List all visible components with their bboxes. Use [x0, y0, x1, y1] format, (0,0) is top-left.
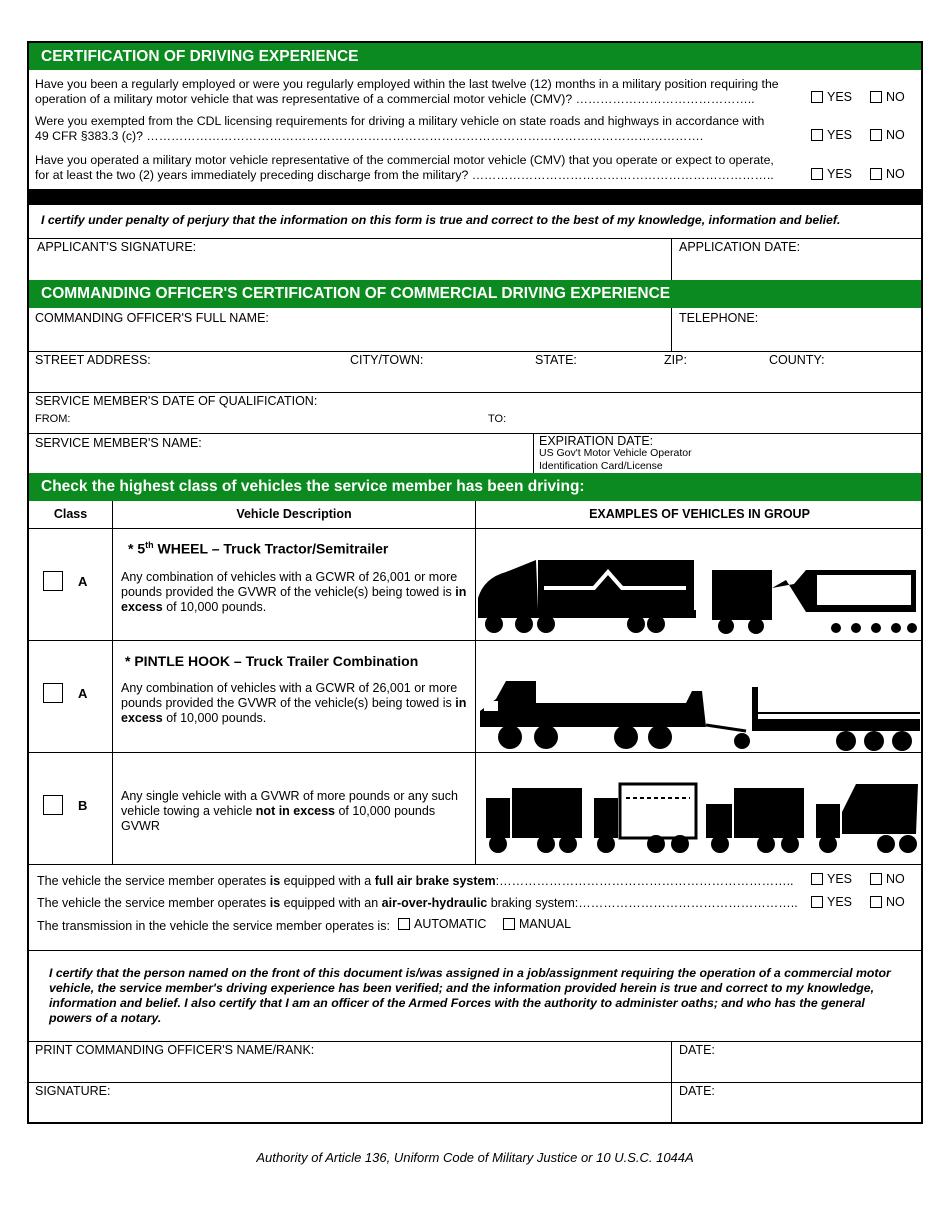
air-brake-no-option[interactable] [870, 872, 905, 886]
question-1 [35, 77, 805, 107]
q-bold: is [269, 874, 281, 888]
manual-checkbox[interactable] [503, 918, 515, 930]
divider [533, 433, 534, 473]
air-brake-yes-option[interactable] [811, 872, 852, 886]
desc-line [121, 696, 473, 711]
desc-text: pounds provided the GVWR of the vehicle(s) being towed is [121, 696, 456, 710]
class-a-fifth-wheel-checkbox[interactable] [43, 571, 63, 591]
officer-signature-field[interactable]: SIGNATURE: [35, 1084, 111, 1098]
desc-bold: in [455, 696, 467, 710]
q-text: The vehicle the service member operates [37, 874, 270, 888]
transmission-label: The transmission in the vehicle the service member operates is: [37, 919, 390, 933]
q-bold: air-over-hydraulic [381, 896, 488, 910]
row3-description [121, 789, 473, 834]
divider [112, 501, 113, 864]
print-officer-name-field[interactable]: PRINT COMMANDING OFFICER'S NAME/RANK: [35, 1043, 315, 1057]
yes-label: YES [827, 895, 853, 909]
date-field-2[interactable]: DATE: [679, 1084, 715, 1098]
q-bold: is [269, 896, 281, 910]
desc-line: Any combination of vehicles with a GCWR of 26,001 or more [121, 570, 458, 584]
q3-no-checkbox[interactable] [870, 168, 882, 180]
title-text: WHEEL – Truck Tractor/Semitrailer [153, 540, 389, 557]
hydraulic-no-option[interactable] [870, 895, 905, 909]
row2-description [121, 681, 473, 726]
divider [29, 351, 921, 352]
section-title: Check the highest class of vehicles the service member has been driving: [41, 478, 585, 495]
q2-yes-checkbox[interactable] [811, 129, 823, 141]
hydraulic-question [37, 896, 798, 911]
air-brake-no-checkbox[interactable] [870, 873, 882, 885]
automatic-option[interactable] [398, 917, 486, 931]
section-header-driving-experience [29, 43, 921, 70]
street-address-field[interactable]: STREET ADDRESS: [35, 353, 151, 367]
automatic-checkbox[interactable] [398, 918, 410, 930]
divider [29, 392, 921, 393]
class-label: B [78, 798, 88, 813]
air-brake-yes-checkbox[interactable] [811, 873, 823, 885]
telephone-field[interactable]: TELEPHONE: [679, 311, 759, 325]
desc-line: Any combination of vehicles with a GCWR of 26,001 or more [121, 681, 458, 695]
q1-yes-checkbox[interactable] [811, 91, 823, 103]
divider [29, 433, 921, 434]
qualification-to-field[interactable]: TO: [488, 413, 507, 425]
q1-no-option[interactable] [870, 90, 905, 104]
desc-text: pounds provided the GVWR of the vehicle(s) being towed is [121, 585, 456, 599]
applicant-signature-field[interactable]: APPLICANT'S SIGNATURE: [37, 240, 197, 254]
question-2 [35, 114, 805, 144]
q3-yes-checkbox[interactable] [811, 168, 823, 180]
county-field[interactable]: COUNTY: [769, 353, 825, 367]
question-2-line2: 49 CFR §383.3 (c)? ………………………………………………………………………………………………………………………. [35, 129, 704, 143]
expiration-sub2: Identification Card/License [539, 460, 663, 472]
section-header-vehicle-class [29, 473, 921, 501]
divider [29, 752, 921, 753]
straight-truck-icon [476, 778, 924, 858]
zip-field[interactable]: ZIP: [664, 353, 687, 367]
qualification-from-field[interactable]: FROM: [35, 413, 71, 425]
q-text: equipped with a [280, 874, 375, 888]
title-text: * 5 [128, 540, 146, 557]
state-field[interactable]: STATE: [535, 353, 577, 367]
col-header-description: Vehicle Description [236, 507, 352, 521]
desc-bold: not in excess [255, 804, 335, 818]
q-text: :…………………………………………………………….. [495, 874, 794, 888]
q-bold: full air brake system [374, 874, 496, 888]
desc-text: of 10,000 pounds GVWR [121, 804, 436, 833]
desc-bold: in [455, 585, 467, 599]
divider [29, 950, 921, 951]
no-label: NO [886, 128, 905, 142]
city-field[interactable]: CITY/TOWN: [350, 353, 424, 367]
section-title: CERTIFICATION OF DRIVING EXPERIENCE [41, 47, 359, 65]
divider [671, 238, 672, 280]
tractor-semitrailer-icon [476, 548, 924, 638]
col-header-examples: EXAMPLES OF VEHICLES IN GROUP [589, 507, 810, 521]
hydraulic-yes-option[interactable] [811, 895, 852, 909]
pintle-truck-trailer-icon [476, 663, 924, 753]
class-a-pintle-hook-checkbox[interactable] [43, 683, 63, 703]
officer-certification-statement: I certify that the person named on the front of this document is/was assigned in a job/assignment requiring the operation of a commercial motor vehicle, the service member's driving experience has been verified; and the information provided herein is true and correct to my knowledge, information and belief. I also certify that I am an officer of the Armed Forces with the authority to administer oaths; and who has the general powers of a notary. [49, 966, 891, 1025]
q-text: braking system:…………………………………………….. [487, 896, 798, 910]
q-text: equipped with an [280, 896, 382, 910]
manual-option[interactable] [503, 917, 571, 931]
qualification-date-label: SERVICE MEMBER'S DATE OF QUALIFICATION: [35, 394, 318, 408]
expiration-date-field[interactable]: EXPIRATION DATE: [539, 434, 654, 448]
expiration-sub1: US Gov't Motor Vehicle Operator [539, 447, 692, 459]
yes-label: YES [827, 128, 853, 142]
yes-label: YES [827, 167, 853, 181]
no-label: NO [886, 872, 905, 886]
title-sup: th [145, 540, 154, 550]
no-label: NO [886, 90, 905, 104]
desc-text: of 10,000 pounds. [162, 711, 267, 725]
q3-yes-option[interactable] [811, 167, 852, 181]
service-member-name-field[interactable]: SERVICE MEMBER'S NAME: [35, 436, 202, 450]
automatic-label: AUTOMATIC [414, 917, 487, 931]
desc-line: Any single vehicle with a GVWR of more pounds or any such [121, 789, 458, 803]
no-label: NO [886, 895, 905, 909]
desc-text: vehicle towing a vehicle [121, 804, 256, 818]
footer-authority: Authority of Article 136, Uniform Code of Military Justice or 10 U.S.C. 1044A [256, 1150, 694, 1165]
yes-label: YES [827, 90, 853, 104]
divider [671, 308, 672, 351]
q2-yes-option[interactable] [811, 128, 852, 142]
q2-no-option[interactable] [870, 128, 905, 142]
manual-label: MANUAL [519, 917, 572, 931]
form [27, 41, 923, 1124]
question-1-line2: operation of a military motor vehicle that was representative of a commercial motor vehicle (CMV)? …………………………………….. [35, 92, 755, 106]
divider [29, 1041, 921, 1042]
hydraulic-no-checkbox[interactable] [870, 896, 882, 908]
desc-text: of 10,000 pounds. [162, 600, 267, 614]
q2-no-checkbox[interactable] [870, 129, 882, 141]
application-date-field[interactable]: APPLICATION DATE: [679, 240, 801, 254]
question-2-line1: Were you exempted from the CDL licensing requirements for driving a military vehicle on state roads and highways in accordance with [35, 114, 765, 128]
desc-bold: excess [121, 711, 163, 725]
q3-no-option[interactable] [870, 167, 905, 181]
q-text: The vehicle the service member operates [37, 896, 270, 910]
desc-line [121, 711, 473, 726]
air-brake-question [37, 874, 794, 889]
date-field-1[interactable]: DATE: [679, 1043, 715, 1057]
divider [29, 238, 921, 239]
perjury-statement: I certify under penalty of perjury that the information on this form is true and correct to the best of my knowledge, information and belief. [41, 213, 841, 227]
class-label: A [78, 574, 88, 589]
row2-title: * PINTLE HOOK – Truck Trailer Combination [125, 653, 419, 669]
officer-full-name-field[interactable]: COMMANDING OFFICER'S FULL NAME: [35, 311, 269, 325]
yes-label: YES [827, 872, 853, 886]
question-3 [35, 153, 805, 183]
question-3-line2: for at least the two (2) years immediately preceding discharge from the military? ……………………………………………………………….. [35, 168, 774, 182]
desc-bold: excess [121, 600, 163, 614]
no-label: NO [886, 167, 905, 181]
desc-line [121, 585, 473, 600]
q1-yes-option[interactable] [811, 90, 852, 104]
col-header-class: Class [53, 507, 88, 521]
row1-title [128, 540, 388, 557]
section-title: COMMANDING OFFICER'S CERTIFICATION OF COMMERCIAL DRIVING EXPERIENCE [41, 285, 671, 302]
question-1-line1: Have you been a regularly employed or were you regularly employed within the last twelve (12) months in a military position requiring the [35, 77, 779, 91]
desc-line [121, 600, 473, 615]
hydraulic-yes-checkbox[interactable] [811, 896, 823, 908]
question-3-line1: Have you operated a military motor vehicle representative of the commercial motor vehicle (CMV) that you operate or expect to operate, [35, 153, 774, 167]
q1-no-checkbox[interactable] [870, 91, 882, 103]
section-header-officer [29, 280, 921, 308]
row1-description [121, 570, 473, 615]
divider [29, 1082, 921, 1083]
divider [29, 864, 921, 865]
section-divider [29, 189, 921, 205]
divider [29, 640, 921, 641]
class-b-checkbox[interactable] [43, 795, 63, 815]
desc-line [121, 804, 473, 834]
class-label: A [78, 686, 88, 701]
